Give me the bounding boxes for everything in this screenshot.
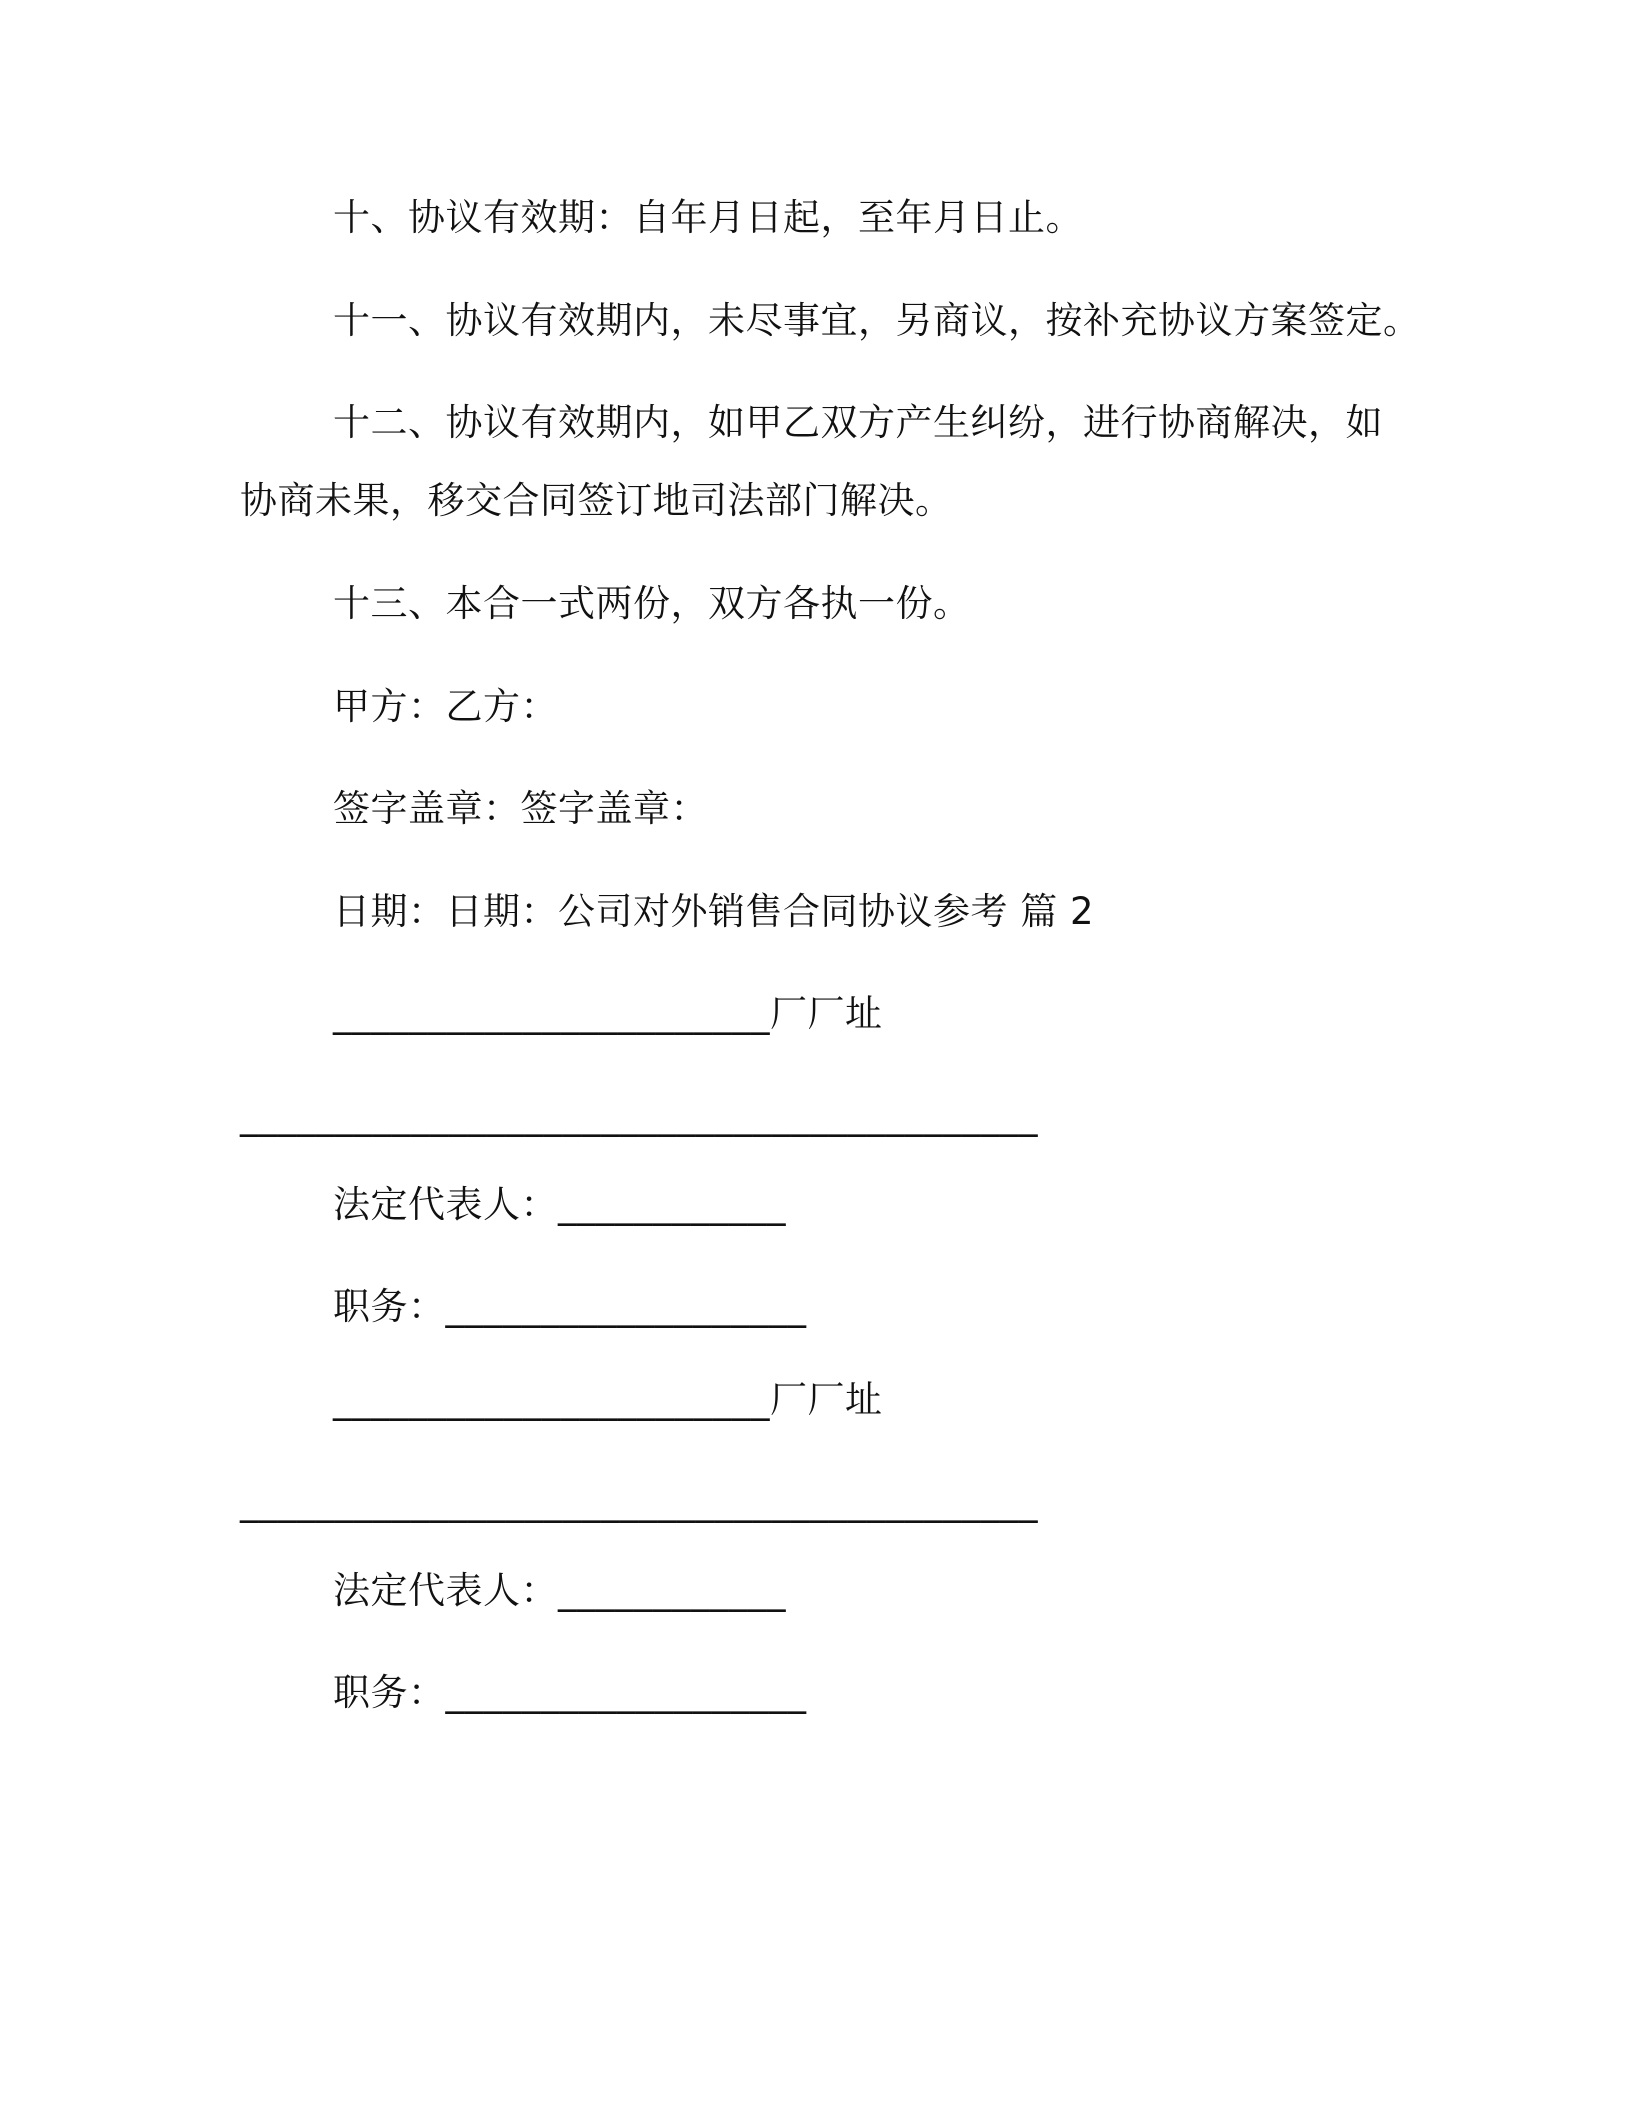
party-1-legal-rep: 法定代表人：____________: [333, 1183, 786, 1226]
party-2-legal-rep: 法定代表人：____________: [333, 1569, 786, 1612]
party-2-factory: _______________________厂厂址: [333, 1378, 883, 1421]
clause-10: 十、协议有效期：自年月日起，至年月日止。: [333, 196, 1083, 239]
party-1-position: 职务：___________________: [333, 1285, 807, 1328]
clause-13: 十三、本合一式两份，双方各执一份。: [333, 582, 971, 625]
party-2-address-line: __________________________________________: [240, 1480, 1038, 1523]
signature-seal: 签字盖章：签字盖章：: [333, 787, 708, 830]
party-1-factory: _______________________厂厂址: [333, 992, 883, 1035]
clause-12-line-1: 十二、协议有效期内，如甲乙双方产生纠纷，进行协商解决，如: [333, 401, 1383, 444]
party-1-address-line: __________________________________________: [240, 1094, 1038, 1137]
clause-12-line-2: 协商未果，移交合同签订地司法部门解决。: [240, 479, 953, 522]
party-2-position: 职务：___________________: [333, 1671, 807, 1714]
clause-11: 十一、协议有效期内，未尽事宜，另商议，按补充协议方案签定。: [333, 299, 1421, 342]
signature-parties: 甲方：乙方：: [333, 685, 558, 728]
signature-date-and-title: 日期：日期：公司对外销售合同协议参考 篇 2: [333, 890, 1095, 933]
